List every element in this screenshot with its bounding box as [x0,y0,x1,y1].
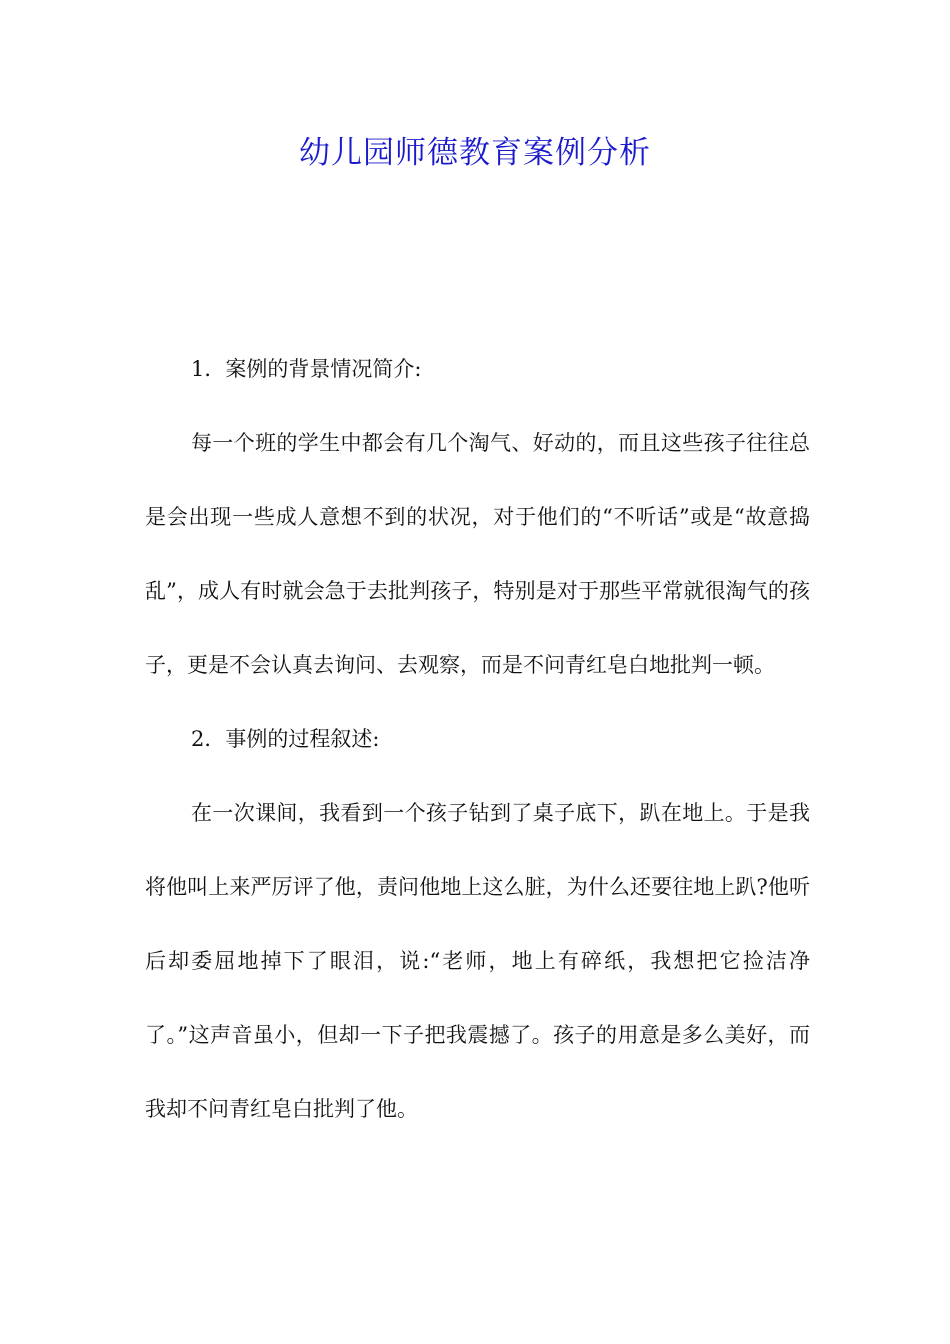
paragraph-process-description: 在一次课间，我看到一个孩子钻到了桌子底下，趴在地上。于是我将他叫上来严厉评了他，责问他地上这么脏，为什么还要往地上趴?他听后却委屈地掉下了眼泪，说:“老师，地上有碎纸，我想把它捡洁净了。”这声音虽小，但却一下子把我震撼了。孩子的用意是多么美好，而我却不问青红皂白批判了他。 [145,801,810,1121]
paragraph-background-description: 每一个班的学生中都会有几个淘气、好动的，而且这些孩子往往总是会出现一些成人意想不到的状况，对于他们的“不听话”或是“故意捣乱”，成人有时就会急于去批判孩子，特别是对于那些平常就很淘气的孩子，更是不会认真去询问、去观察，而是不问青红皂白地批判一顿。 [145,431,810,677]
document-body [145,332,810,1146]
section-heading-process: 2．事例的过程叙述: [191,727,380,751]
document-title: 幼儿园师德教育案例分析 [299,135,651,171]
section-heading-background: 1．案例的背景情况简介: [191,357,422,381]
